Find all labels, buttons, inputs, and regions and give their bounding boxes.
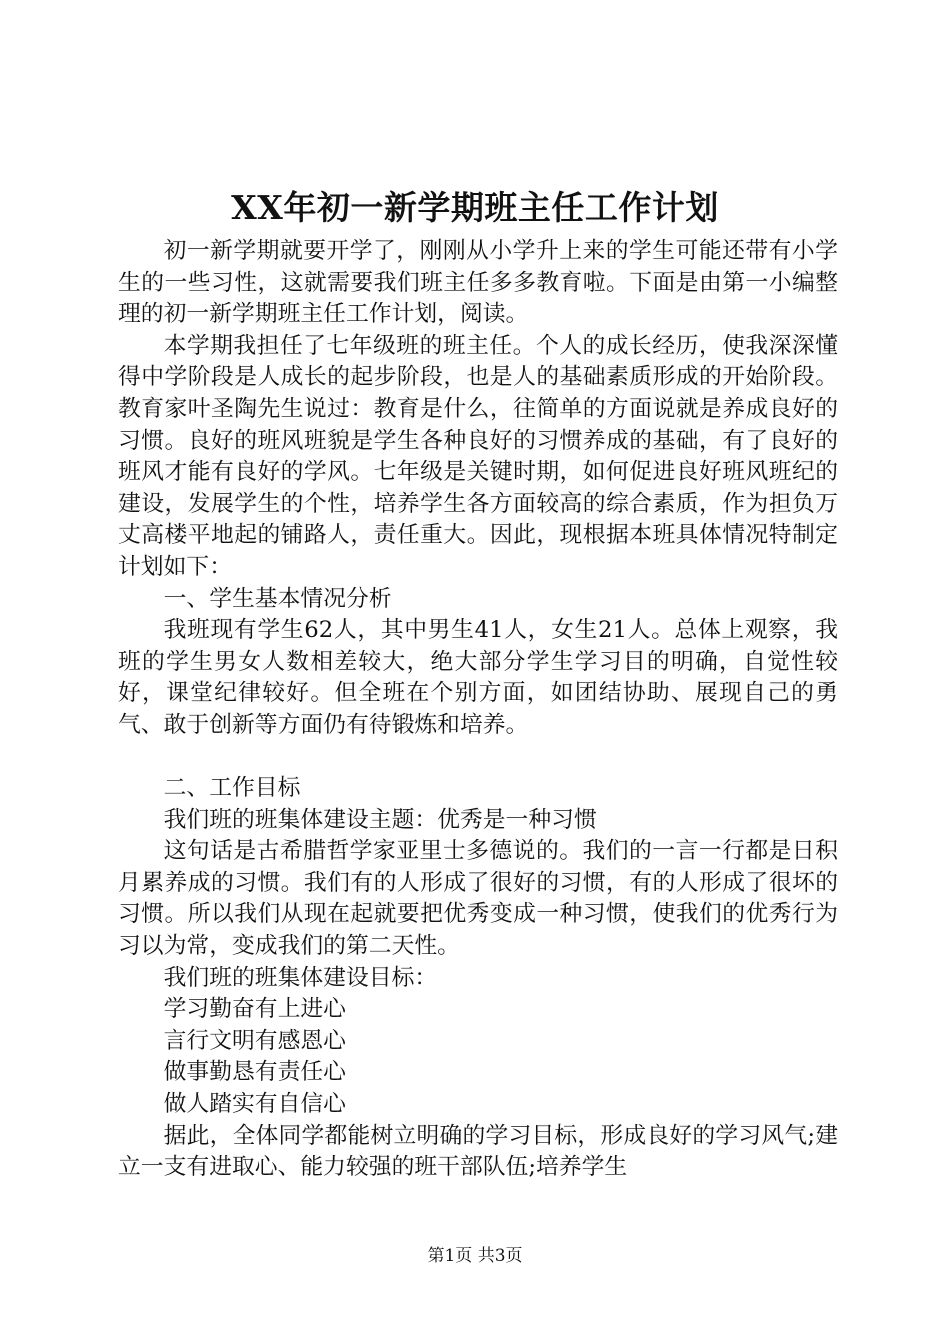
blank-line xyxy=(118,742,838,774)
goal-item: 做事勤恳有责任心 xyxy=(163,1059,346,1086)
paragraph-theme: 我们班的班集体建设主题：优秀是一种习惯 xyxy=(163,806,597,833)
paragraph-analysis: 我班现有学生62人，其中男生41人，女生21人。总体上观察，我班的学生男女人数相差较大，绝大部分学生学习目的明确，自觉性较好，课堂纪律较好。但全班在个别方面，如团结协助、展现自己的勇气、敢于创新等方面仍有待锻炼和培养。 xyxy=(118,617,838,738)
goal-item: 言行文明有感恩心 xyxy=(163,1027,346,1054)
goal-item: 学习勤奋有上进心 xyxy=(163,996,346,1023)
paragraph-intro: 初一新学期就要开学了，刚刚从小学升上来的学生可能还带有小学生的一些习性，这就需要我们班主任多多教育啦。下面是由第一小编整理的初一新学期班主任工作计划，阅读。 xyxy=(118,238,838,328)
section-heading-goals: 二、工作目标 xyxy=(163,775,301,802)
document-body xyxy=(118,236,838,1184)
paragraph-quote: 这句话是古希腊哲学家亚里士多德说的。我们的一言一行都是日积月累养成的习惯。我们有的人形成了很好的习惯，有的人形成了很坏的习惯。所以我们从现在起就要把优秀变成一种习惯，使我们的优秀行为习以为常，变成我们的第二天性。 xyxy=(118,838,838,960)
paragraph-conclusion: 据此，全体同学都能树立明确的学习目标，形成良好的学习风气;建立一支有进取心、能力较强的班干部队伍;培养学生 xyxy=(118,1122,838,1181)
page-number-footer: 第1页 共3页 xyxy=(427,1246,523,1266)
paragraph-goal-intro: 我们班的班集体建设目标： xyxy=(163,964,438,991)
document-title: XX年初一新学期班主任工作计划 xyxy=(231,188,719,227)
goal-item: 做人踏实有自信心 xyxy=(163,1091,346,1118)
paragraph-background: 本学期我担任了七年级班的班主任。个人的成长经历，使我深深懂得中学阶段是人成长的起步阶段，也是人的基础素质形成的开始阶段。教育家叶圣陶先生说过：教育是什么，往简单的方面说就是养成良好的习惯。良好的班风班貌是学生各种良好的习惯养成的基础，有了良好的班风才能有良好的学风。七年级是关键时期，如何促进良好班风班纪的建设，发展学生的个性，培养学生各方面较高的综合素质，作为担负万丈高楼平地起的铺路人，责任重大。因此，现根据本班具体情况特制定计划如下： xyxy=(118,332,838,580)
section-heading-analysis: 一、学生基本情况分析 xyxy=(163,585,392,612)
